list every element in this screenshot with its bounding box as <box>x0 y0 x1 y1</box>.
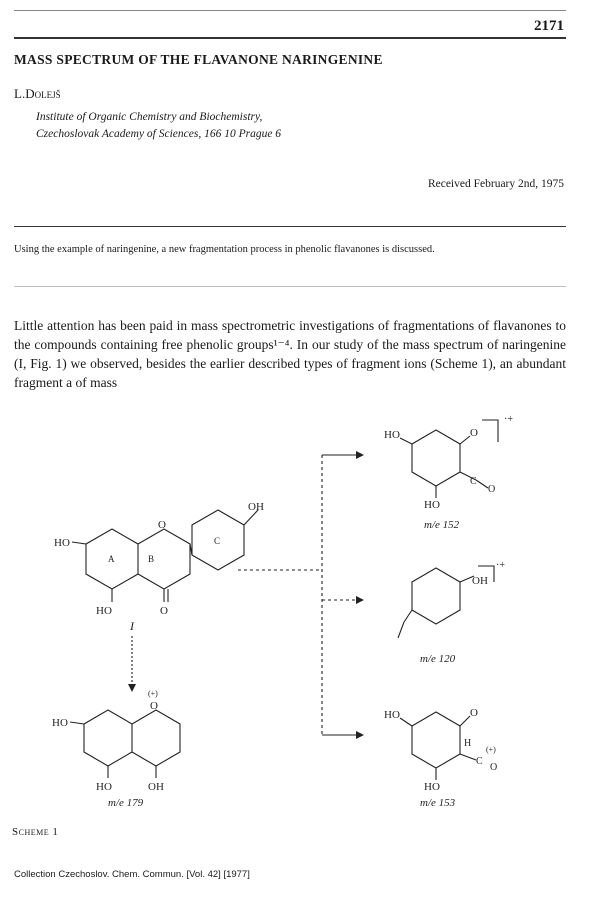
radical-cation-charge: ·+ <box>504 414 513 425</box>
group-oh: OH <box>472 575 488 587</box>
received-date: Received February 2nd, 1975 <box>427 178 564 190</box>
group-o: O <box>470 427 478 439</box>
radical-cation-charge: ·+ <box>496 560 505 571</box>
header-rule <box>14 37 566 39</box>
page-number: 2171 <box>534 18 564 34</box>
ring-label-a: A <box>108 554 115 564</box>
fragment-179-structure <box>70 710 180 778</box>
carbonyl-oxygen: O <box>160 605 168 617</box>
body-paragraph: Little attention has been paid in mass spectrometric investigations of fragmentations of flavanones to the compounds containing free phenolic groups¹⁻⁴. In our study of the mass spectrum of naringenine (I, Fig. 1) we observed, besides the earlier described types of fragment ions (Scheme 1), an abundant fragment a of mass <box>14 318 566 390</box>
ring-oxygen: O <box>150 700 158 712</box>
cation-charge: (+) <box>148 689 158 698</box>
ring-label-c: C <box>214 536 221 546</box>
group-o: O <box>470 707 478 719</box>
group-o: O <box>490 762 498 773</box>
group-o: O <box>488 484 496 495</box>
compound-label: I <box>130 619 134 633</box>
fragment-152-structure <box>400 420 498 498</box>
abstract: Using the example of naringenine, a new fragmentation process in phenolic flavanones is discussed. <box>14 244 435 255</box>
author-institution: Institute of Organic Chemistry and Biochemistry, Czechoslovak Academy of Sciences, 166 10 Prague 6 <box>36 111 282 140</box>
scheme-1-diagram <box>0 400 600 820</box>
author-name: L.Dolejš <box>14 86 61 101</box>
mz-label-153: m/e 153 <box>420 797 456 809</box>
group-oh: OH <box>248 501 264 513</box>
abstract-bottom-rule <box>14 286 566 287</box>
group-ho: HO <box>424 781 440 793</box>
group-ho: HO <box>384 709 400 721</box>
group-ho: HO <box>384 429 400 441</box>
abstract-top-rule <box>14 226 566 227</box>
group-ho: HO <box>54 537 70 549</box>
group-oh: OH <box>148 781 164 793</box>
group-ho: HO <box>96 605 112 617</box>
top-rule <box>14 10 566 11</box>
article-title: MASS SPECTRUM OF THE FLAVANONE NARINGENINE <box>14 52 383 67</box>
ring-label-b: B <box>148 554 155 564</box>
ring-oxygen: O <box>158 519 166 531</box>
group-c: C <box>470 476 477 487</box>
group-c: C <box>476 756 483 767</box>
mz-label-120: m/e 120 <box>420 653 456 665</box>
group-ho: HO <box>52 717 68 729</box>
scheme-caption: Scheme 1 <box>12 826 59 838</box>
group-h: H <box>464 738 472 749</box>
group-ho: HO <box>424 499 440 511</box>
journal-citation: Collection Czechoslov. Chem. Commun. [Vol. 42] [1977] <box>14 869 250 880</box>
cation-charge: (+) <box>486 745 496 754</box>
mz-label-152: m/e 152 <box>424 519 460 531</box>
mz-label-179: m/e 179 <box>108 797 144 809</box>
group-ho: HO <box>96 781 112 793</box>
